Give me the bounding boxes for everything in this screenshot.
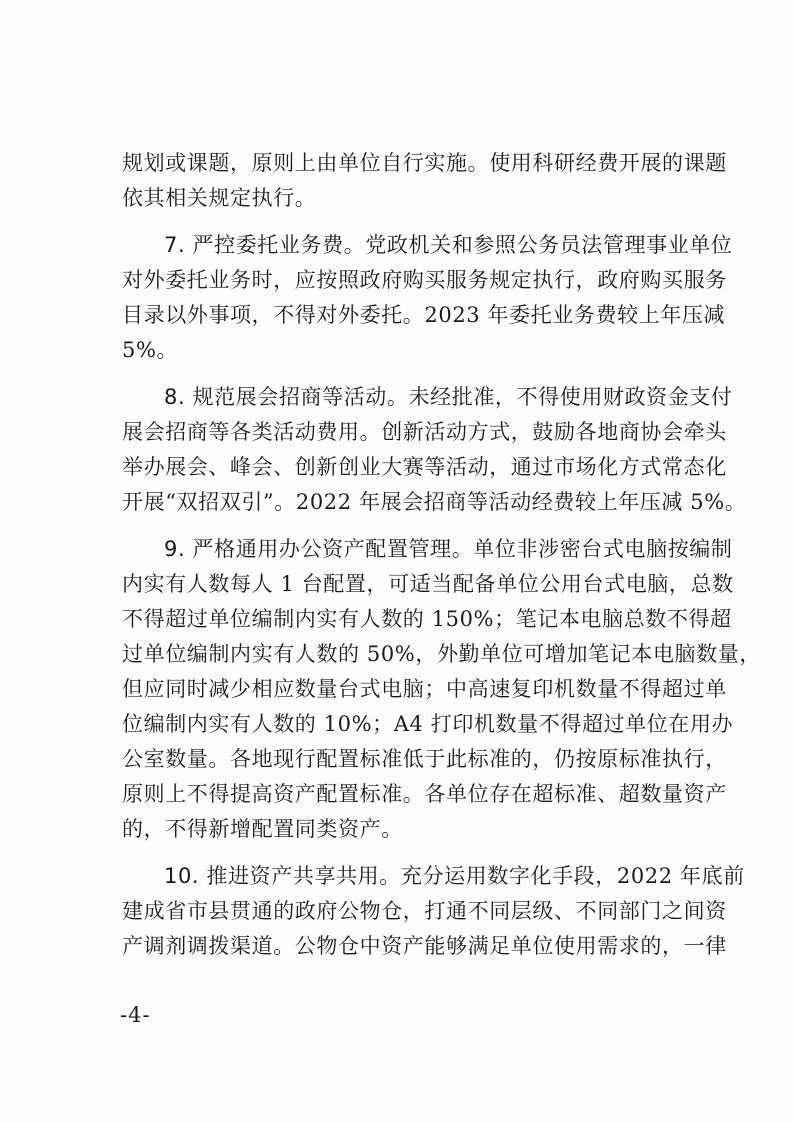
text-line: 过单位编制内实有人数的 50%，外勤单位可增加笔记本电脑数量， [122, 642, 761, 666]
text-line: 依其相关规定执行。 [122, 186, 317, 210]
text-line: 内实有人数每人 1 台配置，可适当配备单位公用台式电脑，总数 [122, 572, 734, 596]
text-line: 建成省市县贯通的政府公物仓，打通不同层级、不同部门之间资 [122, 899, 727, 923]
paragraph-item-7 [122, 228, 733, 368]
text-line: 充分运用数字化手段，2022 年底前 [400, 864, 745, 888]
body-text [122, 146, 761, 976]
text-line: 党政机关和参照公务员法管理事业单位 [365, 233, 733, 257]
text-line: 5%。 [122, 338, 179, 362]
item-heading-9: 9. 严格通用办公资产配置管理。 [164, 537, 474, 561]
text-line: 的，不得新增配置同类资产。 [122, 817, 403, 841]
text-line: 举办展会、峰会、创新创业大赛等活动，通过市场化方式常态化 [122, 455, 727, 479]
text-line: 对外委托业务时，应按照政府购买服务规定执行，政府购买服务 [122, 268, 727, 292]
item-heading-7: 7. 严控委托业务费。 [164, 233, 366, 257]
paragraph-item-9 [122, 532, 761, 847]
text-line: 原则上不得提高资产配置标准。各单位存在超标准、超数量资产 [122, 782, 727, 806]
text-line: 公室数量。各地现行配置标准低于此标准的，仍按原标准执行， [122, 747, 727, 771]
text-line: 单位非涉密台式电脑按编制 [473, 537, 733, 561]
text-line: 开展“双招双引”。2022 年展会招商等活动经费较上年压减 5%。 [122, 490, 747, 514]
text-line: 未经批准，不得使用财政资金支付 [408, 385, 733, 409]
text-line: 规划或课题，原则上由单位自行实施。使用科研经费开展的课题 [122, 151, 727, 175]
text-line: 展会招商等各类活动费用。创新活动方式，鼓励各地商协会牵头 [122, 420, 727, 444]
text-line: 不得超过单位编制内实有人数的 150%；笔记本电脑总数不得超 [122, 607, 732, 631]
item-heading-10: 10. 推进资产共享共用。 [164, 864, 401, 888]
paragraph-continuation [122, 146, 727, 216]
text-line: 产调剂调拨渠道。公物仓中资产能够满足单位使用需求的，一律 [122, 934, 727, 958]
text-line: 但应同时减少相应数量台式电脑；中高速复印机数量不得超过单 [122, 677, 727, 701]
paragraph-item-10 [122, 859, 745, 964]
text-line: 位编制内实有人数的 10%；A4 打印机数量不得超过单位在用办 [122, 712, 734, 736]
item-heading-8: 8. 规范展会招商等活动。 [164, 385, 409, 409]
paragraph-item-8 [122, 380, 747, 520]
page-number: -4- [120, 1003, 151, 1027]
text-line: 目录以外事项，不得对外委托。2023 年委托业务费较上年压减 [122, 303, 726, 327]
